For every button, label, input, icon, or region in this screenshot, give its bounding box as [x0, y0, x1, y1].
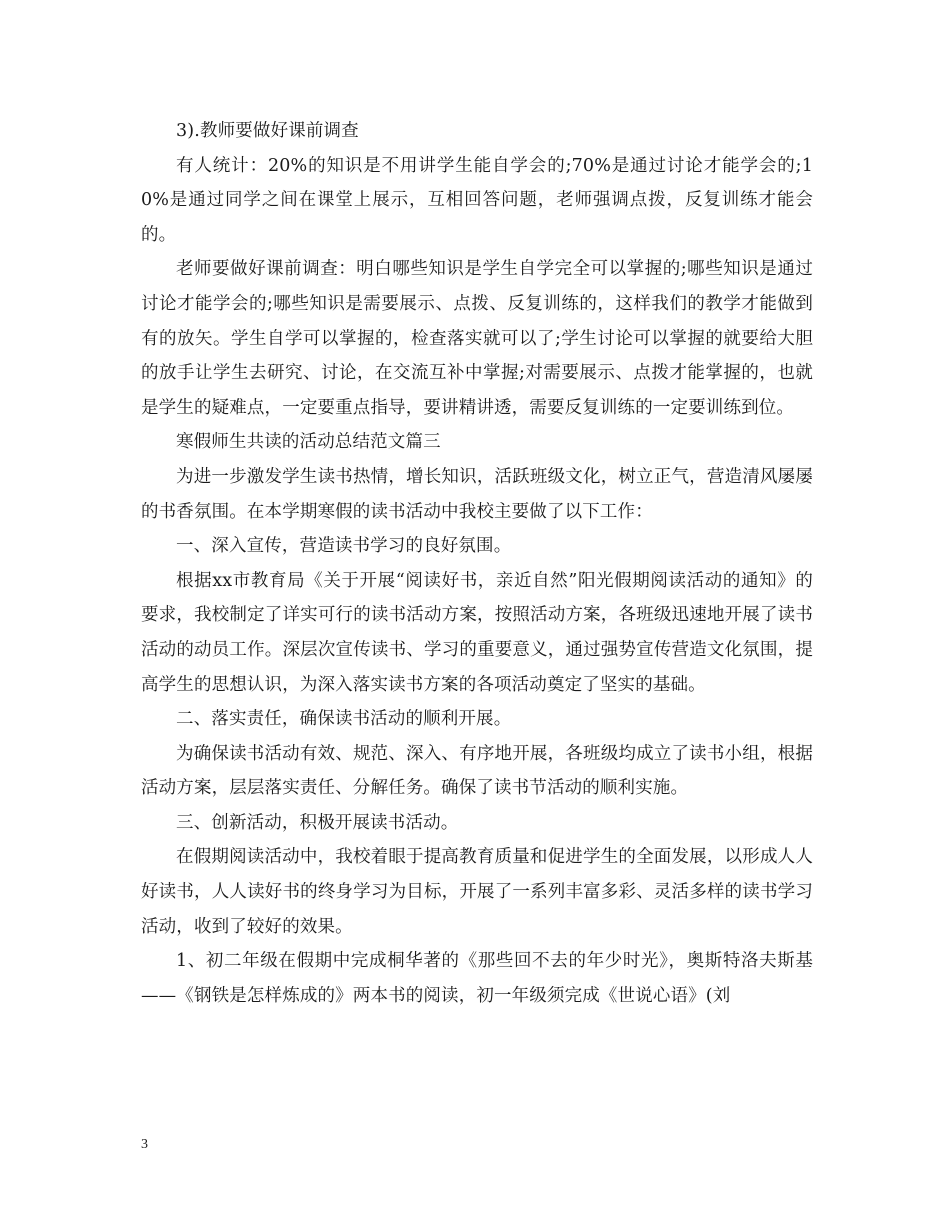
paragraph: 为确保读书活动有效、规范、深入、有序地开展，各班级均成立了读书小组，根据活动方案，层层落实责任、分解任务。确保了读书节活动的顺利实施。	[141, 743, 813, 799]
section-heading: 一、深入宣传，营造读书学习的良好氛围。	[176, 536, 512, 557]
paragraph: 老师要做好课前调查：明白哪些知识是学生自学完全可以掌握的;哪些知识是通过讨论才能学会的;哪些知识是需要展示、点拨、反复训练的，这样我们的教学才能做到有的放矢。学生自学可以掌握的，检查落实就可以了;学生讨论可以掌握的就要给大胆的放手让学生去研究、讨论，在交流互补中掌握;对需要展示、点拨才能掌握的，也就是学生的疑难点，一定要重点指导，要讲精讲透，需要反复训练的一定要训练到位。	[141, 259, 813, 418]
paragraph: 在假期阅读活动中，我校着眼于提高教育质量和促进学生的全面发展，以形成人人好读书，人人读好书的终身学习为目标，开展了一系列丰富多彩、灵活多样的读书学习活动，收到了较好的效果。	[141, 847, 813, 937]
page-number: 3	[141, 1137, 148, 1152]
paragraph: 1、初二年级在假期中完成桐华著的《那些回不去的年少时光》，奥斯特洛夫斯基——《钢铁是怎样炼成的》两本书的阅读，初一年级须完成《世说心语》(刘	[141, 951, 813, 1006]
document-body	[141, 114, 813, 1013]
section-heading: 二、落实责任，确保读书活动的顺利开展。	[176, 709, 512, 730]
section-heading: 3).教师要做好课前调查	[176, 121, 359, 141]
article-title: 寒假师生共读的活动总结范文篇三	[176, 432, 441, 453]
paragraph: 根据xx市教育局《关于开展“阅读好书，亲近自然”阳光假期阅读活动的通知》的要求，我校制定了详实可行的读书活动方案，按照活动方案，各班级迅速地开展了读书活动的动员工作。深层次宣传读书、学习的重要意义，通过强势宣传营造文化氛围，提高学生的思想认识，为深入落实读书方案的各项活动奠定了坚实的基础。	[141, 570, 813, 695]
section-heading: 三、创新活动，积极开展读书活动。	[176, 812, 459, 833]
paragraph: 为进一步激发学生读书热情，增长知识，活跃班级文化，树立正气，营造清风屡屡的书香氛围。在本学期寒假的读书活动中我校主要做了以下工作：	[141, 466, 813, 522]
paragraph: 有人统计：20%的知识是不用讲学生能自学会的;70%是通过讨论才能学会的;10%是通过同学之间在课堂上展示，互相回答问题，老师强调点拨，反复训练才能会的。	[141, 155, 813, 245]
